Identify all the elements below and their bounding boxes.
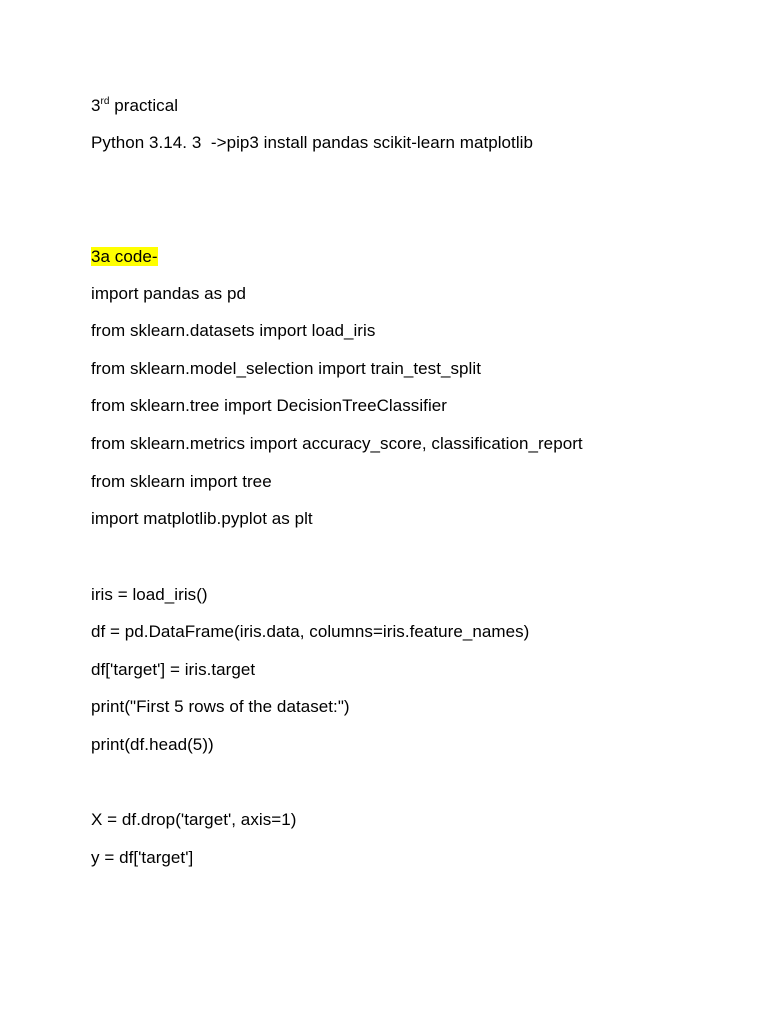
code-line: from sklearn.metrics import accuracy_score, classification_report	[91, 434, 583, 453]
title-rest: practical	[109, 96, 179, 115]
code-line: print(df.head(5))	[91, 735, 214, 754]
install-instruction: Python 3.14. 3 ->pip3 install pandas scikit-learn matplotlib	[91, 133, 533, 152]
code-line: from sklearn.datasets import load_iris	[91, 321, 376, 340]
code-line: from sklearn.model_selection import train_test_split	[91, 359, 481, 378]
code-line: from sklearn.tree import DecisionTreeClassifier	[91, 396, 447, 415]
code-line: import matplotlib.pyplot as plt	[91, 509, 313, 528]
section-label	[91, 246, 158, 268]
code-line: df['target'] = iris.target	[91, 660, 256, 679]
code-line: df = pd.DataFrame(iris.data, columns=iris.feature_names)	[91, 622, 530, 641]
code-line: X = df.drop('target', axis=1)	[91, 810, 297, 829]
document-title	[91, 95, 178, 117]
section-label-highlight: 3a code-	[91, 247, 158, 266]
code-line: from sklearn import tree	[91, 472, 272, 491]
code-line: iris = load_iris()	[91, 585, 208, 604]
title-number: 3	[91, 96, 101, 115]
code-line: y = df['target']	[91, 848, 194, 867]
title-superscript: rd	[100, 96, 110, 107]
code-line: import pandas as pd	[91, 284, 246, 303]
code-line: print("First 5 rows of the dataset:")	[91, 697, 350, 716]
